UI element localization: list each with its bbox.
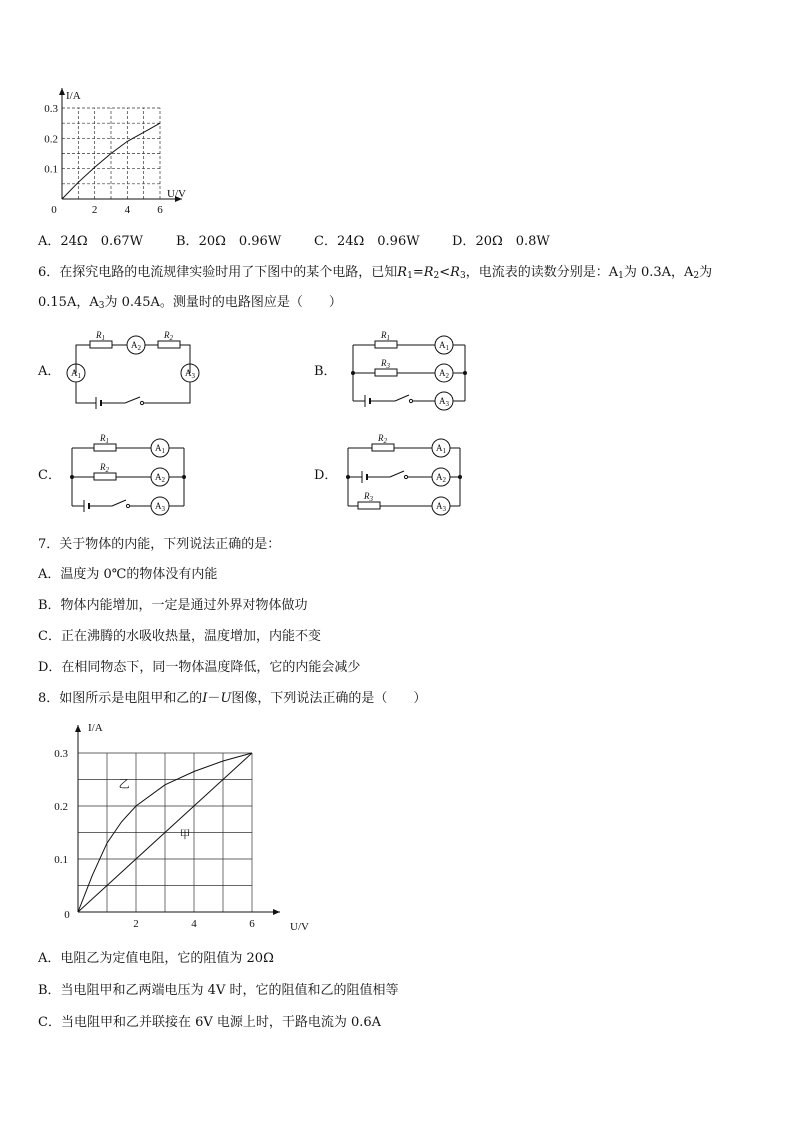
q7-option-b[interactable]: B．物体内能增加，一定是通过外界对物体做功	[38, 598, 308, 613]
y-axis-arrow	[59, 88, 65, 95]
svg-text:A1: $A_1$	[439, 340, 449, 352]
q7-option-d[interactable]: D．在相同物态下，同一物体温度降低，它的内能会减少	[38, 660, 361, 675]
q6-stem-line2: 0.15A，$A_3$为 0.45A。测量时的电路图应是（ ）	[38, 295, 342, 311]
svg-text:A2: $A_2$	[155, 472, 165, 484]
x-tick-label: 2	[91, 204, 98, 216]
svg-text:R1: $R_1$	[381, 330, 390, 342]
svg-text:A3: $A_3$	[436, 501, 446, 513]
svg-text:R3: $R_3$	[364, 491, 373, 503]
x-tick-label: 4	[191, 918, 197, 930]
q5-option-d[interactable]: D．20Ω 0.8W	[452, 234, 550, 249]
svg-text:A3: $A_3$	[439, 396, 449, 408]
x-tick-label: 4	[124, 204, 131, 216]
q7-option-a[interactable]: A．温度为 0℃的物体没有内能	[38, 567, 218, 582]
series-name-label: 乙	[118, 778, 130, 791]
q7-option-c[interactable]: C．正在沸腾的水吸收热量，温度增加，内能不变	[38, 629, 321, 644]
q8-option-a[interactable]: A．电阻乙为定值电阻，它的阻值为 20Ω	[38, 951, 274, 966]
q6-circuit-b[interactable]	[345, 325, 475, 415]
q5-option-b[interactable]: B．20Ω 0.96W	[176, 234, 282, 249]
q6-stem-line1: 6．在探究电路的电流规律实验时用了下图中的某个电路，已知$R_1=R_2<R_3$，电流表的读数分别是：$A_1$为 0.3A，$A_2$为	[38, 265, 713, 281]
q8-option-b[interactable]: B．当电阻甲和乙两端电压为 4V 时，它的阻值和乙的阻值相等	[38, 983, 399, 998]
svg-text:R3: $R_3$	[381, 358, 390, 370]
y-tick-label: 0.3	[54, 748, 68, 760]
svg-text:A2: $A_2$	[439, 368, 449, 380]
svg-text:R2: $R_2$	[100, 462, 109, 474]
y-tick-label: 0.2	[54, 801, 68, 813]
svg-text:A1: $A_1$	[71, 368, 81, 380]
y-axis-label: I/A	[88, 722, 103, 734]
svg-text:A2: $A_2$	[436, 472, 446, 484]
q5-iu-chart	[30, 82, 200, 217]
svg-text:A2: $A_2$	[131, 340, 141, 352]
x-axis-arrow	[273, 909, 280, 915]
y-tick-label: 0.3	[44, 103, 58, 115]
x-axis-label: U/V	[290, 921, 309, 933]
x-tick-label: 2	[133, 918, 139, 930]
q6-circuit-a[interactable]	[60, 325, 205, 415]
svg-text:R2: $R_2$	[378, 433, 387, 445]
svg-text:R1: $R_1$	[96, 330, 105, 342]
series-name-label: 甲	[179, 828, 191, 841]
q6-option-a-label[interactable]: A．	[38, 364, 61, 379]
q6-option-d-label[interactable]: D．	[314, 468, 338, 483]
q5-option-c[interactable]: C．24Ω 0.96W	[314, 234, 420, 249]
svg-text:R1: $R_1$	[100, 433, 109, 445]
q7-stem: 7．关于物体的内能，下列说法正确的是：	[38, 537, 281, 552]
q6-circuit-d[interactable]	[340, 428, 470, 520]
y-tick-label: 0.1	[44, 163, 58, 176]
q5-option-a[interactable]: A．24Ω 0.67W	[38, 234, 144, 249]
svg-text:A1: $A_1$	[155, 443, 165, 455]
x-tick-label: 6	[249, 918, 255, 930]
svg-text:A3: $A_3$	[185, 368, 195, 380]
svg-text:A1: $A_1$	[436, 443, 446, 455]
q6-option-b-label[interactable]: B．	[314, 364, 337, 379]
origin-label: 0	[64, 909, 70, 921]
q6-option-c-label[interactable]: C．	[38, 468, 61, 483]
svg-text:A3: $A_3$	[155, 501, 165, 513]
y-axis-label: I/A	[66, 90, 81, 102]
origin-label: 0	[51, 204, 57, 216]
y-axis-arrow	[75, 725, 81, 732]
y-tick-label: 0.2	[44, 133, 58, 146]
q8-stem: 8．如图所示是电阻甲和乙的I－U图像，下列说法正确的是（ ）	[38, 691, 427, 706]
q8-iu-chart	[40, 715, 350, 940]
svg-text:R2: $R_2$	[164, 330, 173, 342]
x-tick-label: 6	[157, 204, 163, 216]
q8-option-c[interactable]: C．当电阻甲和乙并联接在 6V 电源上时，干路电流为 0.6A	[38, 1015, 382, 1030]
q6-circuit-c[interactable]	[64, 428, 194, 520]
x-axis-label: U/V	[167, 188, 186, 200]
y-tick-label: 0.1	[54, 854, 68, 866]
